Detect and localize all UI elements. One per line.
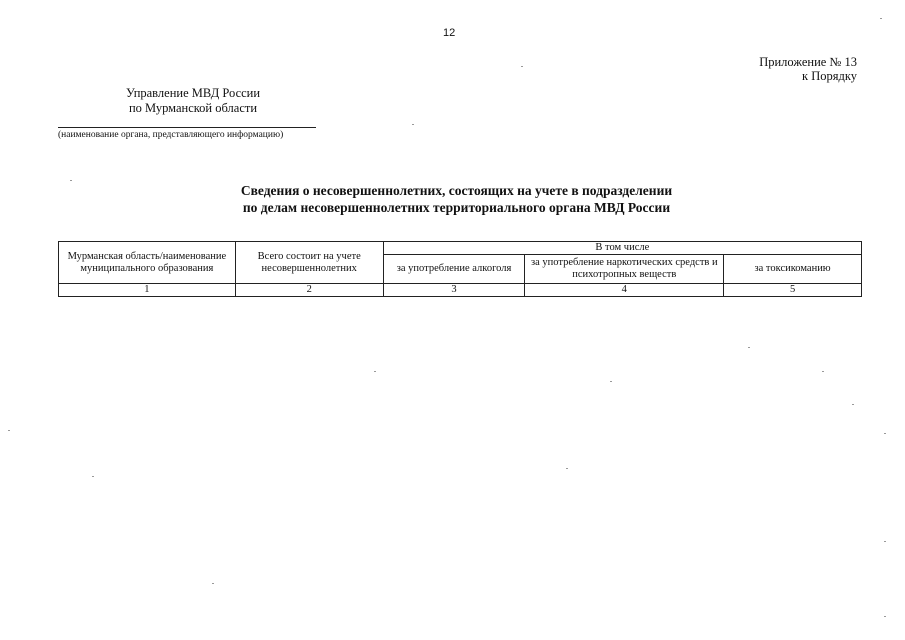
scan-speck — [748, 347, 750, 348]
column-number-row — [59, 284, 862, 297]
scan-speck — [70, 180, 72, 181]
header-toxicomania: за токсикоманию — [724, 255, 862, 284]
scan-speck — [92, 476, 94, 477]
organization-block — [98, 86, 288, 116]
scan-speck — [822, 371, 824, 372]
title-line-2: по делам несовершеннолетних территориального органа МВД России — [242, 200, 671, 215]
column-number-5: 5 — [724, 284, 862, 297]
scan-speck — [610, 381, 612, 382]
scan-speck — [8, 430, 10, 431]
scan-speck — [521, 66, 523, 67]
scan-speck — [884, 433, 886, 434]
scan-speck — [374, 371, 376, 372]
appendix-reference — [759, 55, 857, 83]
header-including: В том числе — [383, 242, 861, 255]
scan-speck — [880, 18, 882, 19]
organization-line-1: Управление МВД России — [125, 86, 261, 100]
scan-speck — [852, 404, 854, 405]
appendix-line-2: к Порядку — [802, 69, 857, 83]
organization-line-2: по Мурманской области — [128, 101, 258, 115]
header-total: Всего состоит на учете несовершеннолетних — [235, 242, 383, 284]
scan-speck — [884, 541, 886, 542]
column-number-2: 2 — [235, 284, 383, 297]
appendix-line-1: Приложение № 13 — [759, 55, 857, 69]
column-number-3: 3 — [383, 284, 525, 297]
scan-speck — [412, 124, 414, 125]
report-table — [58, 241, 862, 297]
column-number-1: 1 — [59, 284, 236, 297]
organization-underline — [58, 127, 316, 128]
scan-speck — [566, 468, 568, 469]
page-number: 12 — [443, 27, 456, 39]
document-title — [0, 182, 905, 216]
header-region: Мурманская область/наименование муниципального образования — [59, 242, 236, 284]
header-drugs: за употребление наркотических средств и психотропных веществ — [525, 255, 724, 284]
column-number-4: 4 — [525, 284, 724, 297]
header-alcohol: за употребление алкоголя — [383, 255, 525, 284]
organization-caption: (наименование органа, представляющего информацию) — [58, 130, 284, 140]
title-line-1: Сведения о несовершеннолетних, состоящих на учете в подразделении — [240, 183, 673, 198]
scan-speck — [212, 583, 214, 584]
scan-speck — [884, 616, 886, 617]
